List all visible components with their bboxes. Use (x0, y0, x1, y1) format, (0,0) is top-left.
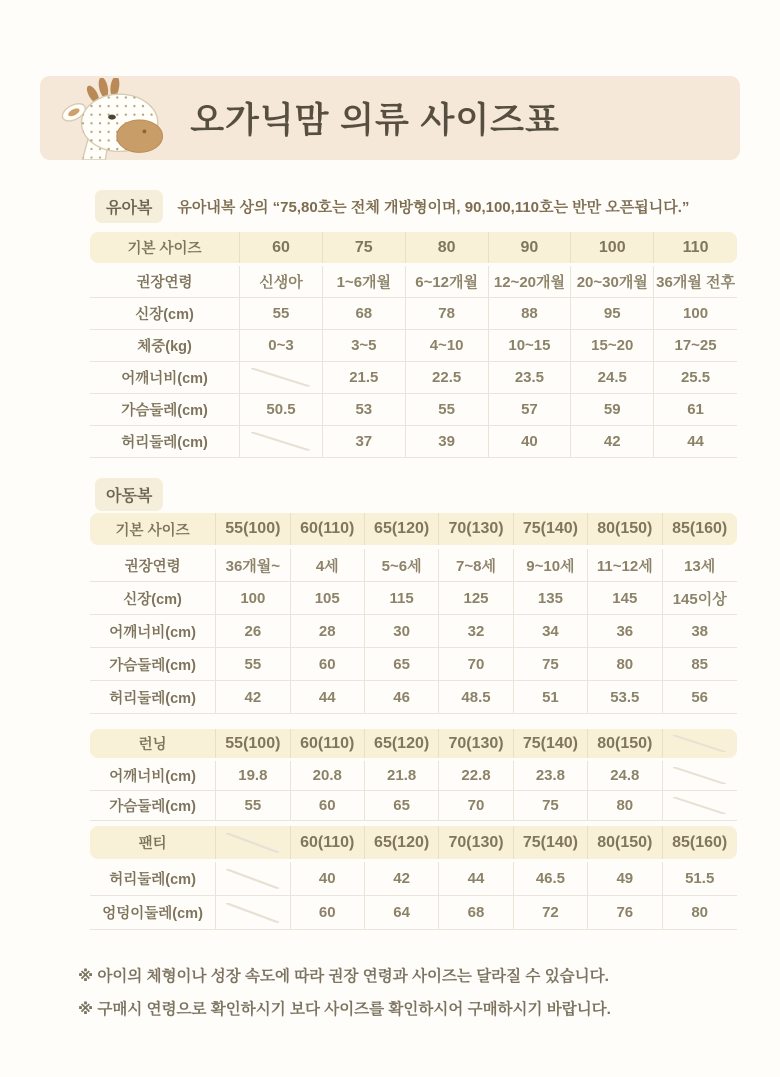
footnote-size-variance: ※ 아이의 체형이나 성장 속도에 따라 권장 연령과 사이즈는 달라질 수 있습니다. (78, 968, 609, 985)
table-cell: 허리둘레(cm) (90, 862, 216, 895)
table-cell: 36개월~ (216, 549, 290, 581)
table-cell: 53.5 (588, 681, 662, 713)
table-header-row (90, 232, 737, 263)
table-cell: 44 (291, 681, 365, 713)
table-cell (216, 896, 290, 929)
table-cell: 48.5 (439, 681, 513, 713)
table-cell: 1~6개월 (323, 266, 406, 297)
table-cell: 61 (687, 401, 704, 418)
table-header-cell: 80(150) (588, 513, 662, 545)
table-cell: 70 (439, 648, 513, 680)
table-cell: 68 (323, 298, 406, 329)
table-cell: 76 (588, 896, 662, 929)
table-cell: 0~3 (240, 330, 323, 361)
table-header-cell: 65(120) (365, 729, 439, 758)
table-cell: 32 (439, 615, 513, 647)
table-cell: 75 (514, 791, 588, 820)
table-cell: 95 (571, 298, 654, 329)
table-row (90, 394, 737, 426)
table-row (90, 681, 737, 714)
table-row (90, 648, 737, 681)
table-cell: 42 (571, 426, 654, 457)
footnotes (78, 960, 611, 1026)
table-cell: 57 (489, 394, 572, 425)
kids-size-table (90, 513, 737, 714)
table-cell: 21.5 (323, 362, 406, 393)
table-cell: 80 (691, 904, 709, 921)
table-header-cell: 80 (406, 232, 489, 263)
table-cell: 20~30개월 (571, 266, 654, 297)
table-cell: 56 (691, 688, 709, 706)
table-cell: 어깨너비(cm) (90, 761, 216, 790)
table-cell: 엉덩이둘레(cm) (90, 896, 216, 929)
table-header-cell (216, 826, 290, 859)
table-cell: 9~10세 (514, 549, 588, 581)
table-cell: 53 (323, 394, 406, 425)
table-cell: 13세 (684, 557, 716, 575)
table-row (90, 266, 737, 298)
infant-open-type-notice: 유아내복 상의 “75,80호는 전체 개방형이며, 90,100,110호는 반만 오픈됩니다.” (177, 199, 690, 216)
table-cell (216, 862, 290, 895)
table-cell: 70 (439, 791, 513, 820)
table-header-cell: 65(120) (365, 826, 439, 859)
table-cell: 15~20 (571, 330, 654, 361)
table-cell: 신장(cm) (90, 582, 216, 614)
table-header-cell: 75(140) (514, 513, 588, 545)
table-cell: 42 (216, 681, 290, 713)
table-cell: 46 (365, 681, 439, 713)
footnote-purchase-advice: ※ 구매시 연령으로 확인하시기 보다 사이즈를 확인하시어 구매하시기 바랍니다. (78, 1001, 611, 1018)
table-cell: 가슴둘레(cm) (90, 394, 240, 425)
table-row (90, 298, 737, 330)
infant-size-table (90, 232, 737, 458)
table-cell: 51 (514, 681, 588, 713)
table-cell: 55 (406, 394, 489, 425)
table-cell: 44 (687, 433, 704, 450)
table-cell: 23.5 (489, 362, 572, 393)
table-header-cell: 100 (571, 232, 654, 263)
table-cell: 가슴둘레(cm) (90, 791, 216, 820)
table-cell: 100 (683, 305, 709, 322)
running-size-table (90, 729, 737, 821)
table-header-cell: 60(110) (291, 826, 365, 859)
table-header-row (90, 513, 737, 545)
table-cell: 25.5 (680, 369, 711, 386)
table-header-cell: 90 (489, 232, 572, 263)
table-cell: 75 (514, 648, 588, 680)
table-header-cell: 60(110) (291, 729, 365, 758)
section-label-infant: 유아복 (95, 190, 163, 223)
table-cell: 85 (691, 655, 709, 673)
header-band (40, 76, 740, 160)
table-header-cell: 70(130) (439, 729, 513, 758)
table-cell: 65 (365, 791, 439, 820)
table-cell (240, 426, 323, 457)
infant-section-head (95, 190, 689, 223)
table-cell: 체중(kg) (90, 330, 240, 361)
table-cell: 39 (406, 426, 489, 457)
section-label-kids: 아동복 (95, 478, 163, 511)
table-row (90, 615, 737, 648)
table-row (90, 426, 737, 458)
table-cell: 어깨너비(cm) (90, 615, 216, 647)
table-row (90, 362, 737, 394)
table-cell: 51.5 (685, 870, 715, 887)
table-cell: 신장(cm) (90, 298, 240, 329)
table-cell: 135 (514, 582, 588, 614)
table-cell (663, 791, 737, 820)
table-row (90, 862, 737, 896)
table-cell: 55 (216, 791, 290, 820)
table-cell: 5~6세 (365, 549, 439, 581)
table-cell: 68 (439, 896, 513, 929)
table-cell: 6~12개월 (406, 266, 489, 297)
table-header-cell: 70(130) (439, 826, 513, 859)
table-cell: 7~8세 (439, 549, 513, 581)
table-cell: 37 (323, 426, 406, 457)
table-cell: 30 (365, 615, 439, 647)
table-header-cell: 기본 사이즈 (90, 513, 216, 545)
table-cell: 65 (365, 648, 439, 680)
table-cell: 80 (588, 791, 662, 820)
table-cell: 권장연령 (90, 266, 240, 297)
table-header-cell: 70(130) (439, 513, 513, 545)
table-cell: 17~25 (674, 337, 717, 354)
table-cell: 44 (439, 862, 513, 895)
table-cell: 22.8 (439, 761, 513, 790)
table-cell: 34 (514, 615, 588, 647)
table-cell (240, 362, 323, 393)
table-cell: 허리둘레(cm) (90, 681, 216, 713)
table-cell: 115 (365, 582, 439, 614)
table-cell: 46.5 (514, 862, 588, 895)
table-cell: 가슴둘레(cm) (90, 648, 216, 680)
table-cell: 10~15 (489, 330, 572, 361)
table-cell: 40 (291, 862, 365, 895)
table-header-cell: 75(140) (514, 826, 588, 859)
table-header-cell: 65(120) (365, 513, 439, 545)
table-cell: 3~5 (323, 330, 406, 361)
table-cell: 신생아 (240, 266, 323, 297)
kids-section-head (95, 478, 163, 511)
table-cell: 28 (291, 615, 365, 647)
table-cell: 24.8 (588, 761, 662, 790)
table-header-row (90, 826, 737, 859)
table-header-cell: 55(100) (216, 729, 290, 758)
table-cell: 4세 (291, 549, 365, 581)
table-cell: 100 (216, 582, 290, 614)
table-cell: 26 (216, 615, 290, 647)
table-cell: 24.5 (571, 362, 654, 393)
table-cell: 허리둘레(cm) (90, 426, 240, 457)
table-row (90, 761, 737, 791)
table-cell: 4~10 (406, 330, 489, 361)
table-header-cell: 55(100) (216, 513, 290, 545)
table-header-cell: 80(150) (588, 826, 662, 859)
table-header-cell: 60(110) (291, 513, 365, 545)
table-row (90, 330, 737, 362)
table-header-cell: 60 (240, 232, 323, 263)
table-row (90, 582, 737, 615)
table-cell: 55 (240, 298, 323, 329)
table-cell: 49 (588, 862, 662, 895)
panty-size-table (90, 826, 737, 930)
table-cell: 60 (291, 791, 365, 820)
table-cell: 40 (489, 426, 572, 457)
table-cell: 22.5 (406, 362, 489, 393)
table-header-row (90, 729, 737, 758)
table-cell: 어깨너비(cm) (90, 362, 240, 393)
table-cell: 20.8 (291, 761, 365, 790)
table-cell: 72 (514, 896, 588, 929)
table-cell (663, 761, 737, 790)
table-cell: 55 (216, 648, 290, 680)
table-cell: 11~12세 (588, 549, 662, 581)
table-cell: 60 (291, 896, 365, 929)
table-cell: 19.8 (216, 761, 290, 790)
table-header-cell (663, 729, 737, 758)
table-cell: 12~20개월 (489, 266, 572, 297)
table-cell: 36 (588, 615, 662, 647)
table-cell: 64 (365, 896, 439, 929)
table-row (90, 896, 737, 930)
table-header-cell: 런닝 (90, 729, 216, 758)
table-cell: 42 (365, 862, 439, 895)
table-header-cell: 75 (323, 232, 406, 263)
table-cell: 23.8 (514, 761, 588, 790)
table-row (90, 549, 737, 582)
table-header-cell: 110 (682, 238, 709, 256)
table-cell: 권장연령 (90, 549, 216, 581)
page-title: 오가닉맘 의류 사이즈표 (190, 101, 560, 140)
table-cell: 21.8 (365, 761, 439, 790)
table-cell: 38 (691, 622, 709, 640)
table-row (90, 791, 737, 821)
table-header-cell: 85(160) (672, 520, 728, 537)
table-cell: 80 (588, 648, 662, 680)
table-cell: 105 (291, 582, 365, 614)
table-header-cell: 기본 사이즈 (90, 232, 240, 263)
table-cell: 78 (406, 298, 489, 329)
table-cell: 145이상 (672, 590, 727, 608)
table-cell: 60 (291, 648, 365, 680)
table-cell: 36개월 전후 (656, 274, 735, 291)
table-cell: 59 (571, 394, 654, 425)
table-header-cell: 75(140) (514, 729, 588, 758)
table-cell: 145 (588, 582, 662, 614)
table-cell: 125 (439, 582, 513, 614)
table-header-cell: 80(150) (588, 729, 662, 758)
table-header-cell: 85(160) (672, 833, 728, 851)
table-cell: 50.5 (240, 394, 323, 425)
table-cell: 88 (489, 298, 572, 329)
table-header-cell: 팬티 (90, 826, 216, 859)
